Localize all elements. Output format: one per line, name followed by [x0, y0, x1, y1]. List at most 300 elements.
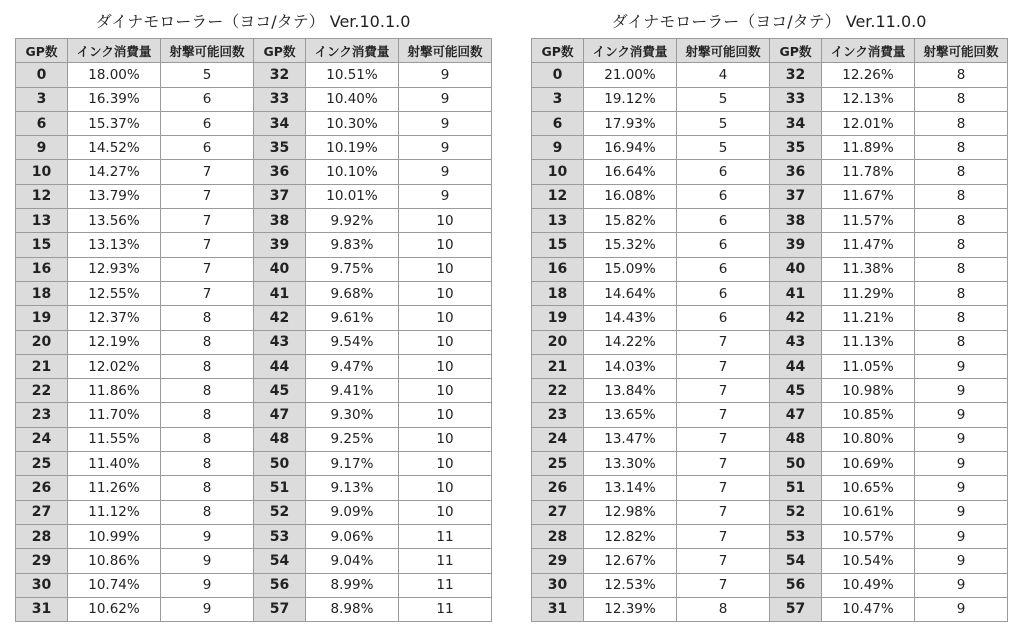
shot-count-cell: 11: [399, 597, 492, 621]
gp-cell: 10: [532, 160, 584, 184]
table-title: ダイナモローラー（ヨコ/タテ） Ver.10.1.0: [95, 12, 411, 31]
ink-consumption-cell: 13.79%: [68, 184, 161, 208]
ink-consumption-cell: 10.65%: [822, 476, 915, 500]
ink-consumption-cell: 21.00%: [584, 63, 677, 87]
shot-count-cell: 7: [677, 573, 770, 597]
gp-cell: 20: [532, 330, 584, 354]
shot-count-cell: 9: [915, 476, 1008, 500]
shot-count-cell: 10: [399, 306, 492, 330]
shot-count-cell: 9: [161, 573, 254, 597]
ink-consumption-cell: 8.99%: [306, 573, 399, 597]
ink-consumption-cell: 12.26%: [822, 63, 915, 87]
ink-consumption-cell: 9.30%: [306, 403, 399, 427]
gp-cell: 25: [16, 452, 68, 476]
table-row: [16, 306, 492, 330]
table-row: [16, 63, 492, 87]
gp-cell: 6: [532, 111, 584, 135]
gp-cell: 13: [532, 209, 584, 233]
shot-count-cell: 5: [161, 63, 254, 87]
shot-count-cell: 8: [915, 257, 1008, 281]
shot-count-cell: 8: [677, 597, 770, 621]
gp-cell: 42: [770, 306, 822, 330]
table-row: [532, 379, 1008, 403]
ink-consumption-cell: 11.78%: [822, 160, 915, 184]
ink-consumption-cell: 15.82%: [584, 209, 677, 233]
ink-consumption-cell: 12.93%: [68, 257, 161, 281]
ink-consumption-cell: 11.05%: [822, 354, 915, 378]
ink-consumption-cell: 12.82%: [584, 524, 677, 548]
shot-count-cell: 7: [161, 209, 254, 233]
table-body: [16, 63, 492, 622]
shot-count-cell: 8: [161, 330, 254, 354]
ink-consumption-cell: 11.67%: [822, 184, 915, 208]
shot-count-cell: 11: [399, 549, 492, 573]
table-row: [16, 379, 492, 403]
table-row: [532, 233, 1008, 257]
ink-consumption-cell: 13.14%: [584, 476, 677, 500]
gp-cell: 57: [770, 597, 822, 621]
gp-cell: 16: [532, 257, 584, 281]
shot-count-cell: 6: [677, 184, 770, 208]
gp-cell: 23: [532, 403, 584, 427]
shot-count-cell: 9: [399, 111, 492, 135]
table-row: [16, 354, 492, 378]
table-row: [532, 281, 1008, 305]
table-row: [16, 209, 492, 233]
ink-consumption-cell: 11.40%: [68, 452, 161, 476]
header-row: [532, 39, 1008, 63]
table-row: [532, 306, 1008, 330]
table-row: [16, 136, 492, 160]
table-row: [532, 476, 1008, 500]
gp-cell: 34: [254, 111, 306, 135]
ink-consumption-cell: 9.17%: [306, 452, 399, 476]
shot-count-cell: 10: [399, 281, 492, 305]
ink-consumption-cell: 12.98%: [584, 500, 677, 524]
shot-count-cell: 9: [399, 160, 492, 184]
shot-count-cell: 9: [915, 524, 1008, 548]
gp-cell: 22: [532, 379, 584, 403]
shot-count-cell: 7: [677, 476, 770, 500]
gp-cell: 26: [16, 476, 68, 500]
gp-cell: 33: [770, 87, 822, 111]
gp-cell: 35: [770, 136, 822, 160]
gp-cell: 15: [532, 233, 584, 257]
shot-count-cell: 8: [161, 427, 254, 451]
gp-cell: 12: [532, 184, 584, 208]
shot-count-cell: 5: [677, 136, 770, 160]
shot-count-cell: 9: [161, 524, 254, 548]
table-row: [532, 573, 1008, 597]
shot-count-cell: 7: [161, 160, 254, 184]
shot-count-cell: 11: [399, 524, 492, 548]
gp-cell: 50: [770, 452, 822, 476]
ink-consumption-cell: 11.70%: [68, 403, 161, 427]
shot-count-cell: 4: [677, 63, 770, 87]
table-row: [532, 452, 1008, 476]
shot-count-cell: 8: [915, 63, 1008, 87]
table-row: [16, 233, 492, 257]
gp-cell: 38: [254, 209, 306, 233]
header-row: [16, 39, 492, 63]
table-row: [16, 330, 492, 354]
table-title: ダイナモローラー（ヨコ/タテ） Ver.11.0.0: [611, 12, 927, 31]
ink-consumption-cell: 10.19%: [306, 136, 399, 160]
gp-cell: 28: [16, 524, 68, 548]
header-gp: GP数: [532, 39, 584, 63]
shot-count-cell: 6: [677, 160, 770, 184]
shot-count-cell: 7: [677, 354, 770, 378]
ink-consumption-cell: 9.47%: [306, 354, 399, 378]
shot-count-cell: 7: [161, 257, 254, 281]
gp-cell: 47: [770, 403, 822, 427]
shot-count-cell: 6: [677, 306, 770, 330]
ink-consumption-cell: 13.56%: [68, 209, 161, 233]
ink-consumption-cell: 9.25%: [306, 427, 399, 451]
shot-count-cell: 9: [161, 549, 254, 573]
table-row: [532, 160, 1008, 184]
ink-consumption-cell: 10.47%: [822, 597, 915, 621]
header-gp: GP数: [770, 39, 822, 63]
ink-consumption-cell: 11.55%: [68, 427, 161, 451]
gp-cell: 57: [254, 597, 306, 621]
shot-count-cell: 7: [161, 233, 254, 257]
ink-consumption-cell: 18.00%: [68, 63, 161, 87]
ink-consumption-cell: 12.55%: [68, 281, 161, 305]
shot-count-cell: 11: [399, 573, 492, 597]
gp-cell: 37: [254, 184, 306, 208]
ink-consumption-cell: 9.06%: [306, 524, 399, 548]
shot-count-cell: 9: [915, 597, 1008, 621]
ink-consumption-cell: 9.92%: [306, 209, 399, 233]
shot-count-cell: 8: [161, 500, 254, 524]
gp-cell: 52: [254, 500, 306, 524]
ink-consumption-cell: 10.54%: [822, 549, 915, 573]
table-row: [532, 330, 1008, 354]
gp-cell: 0: [532, 63, 584, 87]
table-row: [16, 500, 492, 524]
gp-cell: 52: [770, 500, 822, 524]
shot-count-cell: 9: [915, 452, 1008, 476]
gp-cell: 47: [254, 403, 306, 427]
ink-consumption-cell: 10.85%: [822, 403, 915, 427]
shot-count-cell: 9: [915, 500, 1008, 524]
gp-cell: 54: [770, 549, 822, 573]
ink-consumption-cell: 10.80%: [822, 427, 915, 451]
ink-consumption-cell: 11.38%: [822, 257, 915, 281]
shot-count-cell: 6: [677, 233, 770, 257]
gp-cell: 53: [770, 524, 822, 548]
shot-count-cell: 7: [677, 379, 770, 403]
table-row: [532, 500, 1008, 524]
gp-cell: 29: [532, 549, 584, 573]
shot-count-cell: 6: [161, 87, 254, 111]
shot-count-cell: 6: [677, 209, 770, 233]
gp-cell: 3: [532, 87, 584, 111]
gp-cell: 0: [16, 63, 68, 87]
gp-cell: 35: [254, 136, 306, 160]
shot-count-cell: 10: [399, 379, 492, 403]
gp-cell: 29: [16, 549, 68, 573]
gp-cell: 30: [16, 573, 68, 597]
shot-count-cell: 9: [399, 87, 492, 111]
gp-cell: 45: [254, 379, 306, 403]
ink-consumption-cell: 13.13%: [68, 233, 161, 257]
shot-count-cell: 10: [399, 330, 492, 354]
shot-count-cell: 9: [399, 184, 492, 208]
gp-cell: 28: [532, 524, 584, 548]
shot-count-cell: 7: [677, 452, 770, 476]
gp-cell: 53: [254, 524, 306, 548]
header-ink: インク消費量: [822, 39, 915, 63]
ink-consumption-cell: 10.86%: [68, 549, 161, 573]
table-row: [532, 87, 1008, 111]
shot-count-cell: 8: [161, 354, 254, 378]
shot-count-cell: 6: [161, 136, 254, 160]
shot-count-cell: 8: [915, 136, 1008, 160]
shot-count-cell: 10: [399, 354, 492, 378]
ink-consumption-cell: 11.21%: [822, 306, 915, 330]
ink-consumption-cell: 14.22%: [584, 330, 677, 354]
ink-consumption-cell: 10.98%: [822, 379, 915, 403]
shot-count-cell: 10: [399, 403, 492, 427]
shot-count-cell: 8: [915, 160, 1008, 184]
ink-consumption-cell: 13.47%: [584, 427, 677, 451]
ink-consumption-cell: 12.13%: [822, 87, 915, 111]
table-row: [16, 597, 492, 621]
ink-consumption-cell: 11.86%: [68, 379, 161, 403]
shot-count-cell: 7: [677, 500, 770, 524]
ink-consumption-cell: 10.69%: [822, 452, 915, 476]
shot-count-cell: 8: [915, 281, 1008, 305]
ink-consumption-cell: 11.26%: [68, 476, 161, 500]
ink-consumption-cell: 9.75%: [306, 257, 399, 281]
table-row: [16, 476, 492, 500]
ink-consumption-cell: 9.68%: [306, 281, 399, 305]
table-row: [532, 427, 1008, 451]
gp-cell: 44: [254, 354, 306, 378]
ink-consumption-cell: 16.39%: [68, 87, 161, 111]
gp-cell: 51: [770, 476, 822, 500]
gp-cell: 43: [770, 330, 822, 354]
shot-count-cell: 10: [399, 452, 492, 476]
ink-consumption-cell: 14.27%: [68, 160, 161, 184]
shot-count-cell: 10: [399, 209, 492, 233]
table-row: [16, 549, 492, 573]
gp-cell: 40: [254, 257, 306, 281]
gp-cell: 40: [770, 257, 822, 281]
ink-consumption-cell: 9.04%: [306, 549, 399, 573]
ink-consumption-cell: 15.09%: [584, 257, 677, 281]
shot-count-cell: 8: [161, 379, 254, 403]
ink-consumption-cell: 9.83%: [306, 233, 399, 257]
gp-cell: 30: [532, 573, 584, 597]
table-body: [532, 63, 1008, 622]
table-row: [532, 549, 1008, 573]
ink-consumption-cell: 14.03%: [584, 354, 677, 378]
gp-cell: 20: [16, 330, 68, 354]
gp-cell: 31: [532, 597, 584, 621]
table-row: [532, 354, 1008, 378]
ink-consumption-cell: 12.53%: [584, 573, 677, 597]
shot-count-cell: 8: [915, 306, 1008, 330]
shot-count-cell: 9: [915, 573, 1008, 597]
table-row: [532, 257, 1008, 281]
table-row: [532, 136, 1008, 160]
ink-consumption-cell: 14.52%: [68, 136, 161, 160]
gp-cell: 48: [770, 427, 822, 451]
shot-count-cell: 9: [399, 63, 492, 87]
gp-cell: 41: [254, 281, 306, 305]
table-row: [532, 403, 1008, 427]
gp-cell: 24: [16, 427, 68, 451]
gp-cell: 25: [532, 452, 584, 476]
gp-cell: 9: [16, 136, 68, 160]
gp-cell: 19: [16, 306, 68, 330]
gp-cell: 36: [770, 160, 822, 184]
ink-consumption-cell: 16.64%: [584, 160, 677, 184]
table-row: [16, 111, 492, 135]
gp-cell: 39: [254, 233, 306, 257]
header-shots: 射撃可能回数: [915, 39, 1008, 63]
shot-count-cell: 9: [915, 403, 1008, 427]
ink-consumption-cell: 19.12%: [584, 87, 677, 111]
shot-count-cell: 9: [915, 354, 1008, 378]
gp-cell: 24: [532, 427, 584, 451]
table-row: [16, 452, 492, 476]
shot-count-cell: 9: [915, 427, 1008, 451]
shot-count-cell: 7: [161, 184, 254, 208]
shot-count-cell: 9: [915, 379, 1008, 403]
shot-count-cell: 8: [915, 87, 1008, 111]
header-ink: インク消費量: [584, 39, 677, 63]
gp-cell: 3: [16, 87, 68, 111]
shot-count-cell: 5: [677, 87, 770, 111]
ink-consumption-cell: 9.09%: [306, 500, 399, 524]
shot-count-cell: 8: [915, 233, 1008, 257]
shot-count-cell: 7: [677, 403, 770, 427]
table-row: [532, 597, 1008, 621]
table-row: [16, 87, 492, 111]
header-shots: 射撃可能回数: [399, 39, 492, 63]
ink-consumption-cell: 9.41%: [306, 379, 399, 403]
gp-cell: 15: [16, 233, 68, 257]
gp-cell: 50: [254, 452, 306, 476]
ink-consumption-cell: 10.74%: [68, 573, 161, 597]
ink-consumption-cell: 12.19%: [68, 330, 161, 354]
shot-count-cell: 8: [161, 306, 254, 330]
table-row: [532, 524, 1008, 548]
shot-count-cell: 7: [677, 549, 770, 573]
header-shots: 射撃可能回数: [161, 39, 254, 63]
gp-cell: 37: [770, 184, 822, 208]
table-row: [532, 111, 1008, 135]
gp-cell: 38: [770, 209, 822, 233]
gp-cell: 31: [16, 597, 68, 621]
ink-consumption-cell: 11.12%: [68, 500, 161, 524]
ink-consumption-cell: 16.94%: [584, 136, 677, 160]
ink-consumption-cell: 11.47%: [822, 233, 915, 257]
shot-count-cell: 6: [161, 111, 254, 135]
ink-consumption-cell: 10.62%: [68, 597, 161, 621]
gp-cell: 45: [770, 379, 822, 403]
gp-cell: 42: [254, 306, 306, 330]
table-row: [16, 524, 492, 548]
gp-cell: 56: [770, 573, 822, 597]
gp-cell: 6: [16, 111, 68, 135]
shot-count-cell: 9: [161, 597, 254, 621]
table-row: [16, 160, 492, 184]
shot-count-cell: 8: [161, 476, 254, 500]
ink-consumption-cell: 14.64%: [584, 281, 677, 305]
ink-consumption-cell: 10.10%: [306, 160, 399, 184]
ink-consumption-cell: 12.01%: [822, 111, 915, 135]
ink-consumption-cell: 12.39%: [584, 597, 677, 621]
table-row: [16, 573, 492, 597]
table-panel-v11-0-0: [531, 10, 1007, 622]
shot-count-cell: 10: [399, 257, 492, 281]
gp-cell: 32: [770, 63, 822, 87]
ink-consumption-cell: 13.84%: [584, 379, 677, 403]
ink-consumption-cell: 10.99%: [68, 524, 161, 548]
gp-cell: 56: [254, 573, 306, 597]
gp-cell: 51: [254, 476, 306, 500]
ink-consumption-cell: 14.43%: [584, 306, 677, 330]
gp-cell: 43: [254, 330, 306, 354]
shot-count-cell: 8: [915, 184, 1008, 208]
table-panel-v10-1-0: [15, 10, 491, 622]
gp-cell: 21: [16, 354, 68, 378]
ink-consumption-cell: 9.13%: [306, 476, 399, 500]
ink-consumption-cell: 9.61%: [306, 306, 399, 330]
table-row: [532, 184, 1008, 208]
gp-cell: 9: [532, 136, 584, 160]
gp-cell: 27: [16, 500, 68, 524]
header-ink: インク消費量: [68, 39, 161, 63]
shot-count-cell: 8: [915, 111, 1008, 135]
table-row: [16, 427, 492, 451]
gp-cell: 48: [254, 427, 306, 451]
gp-cell: 16: [16, 257, 68, 281]
gp-cell: 36: [254, 160, 306, 184]
gp-cell: 26: [532, 476, 584, 500]
ink-consumption-table: [15, 38, 492, 622]
header-gp: GP数: [254, 39, 306, 63]
ink-consumption-table: [531, 38, 1008, 622]
ink-consumption-cell: 10.30%: [306, 111, 399, 135]
ink-consumption-cell: 10.49%: [822, 573, 915, 597]
shot-count-cell: 8: [161, 452, 254, 476]
shot-count-cell: 9: [915, 549, 1008, 573]
ink-consumption-cell: 15.32%: [584, 233, 677, 257]
ink-consumption-cell: 8.98%: [306, 597, 399, 621]
gp-cell: 41: [770, 281, 822, 305]
shot-count-cell: 10: [399, 476, 492, 500]
shot-count-cell: 10: [399, 427, 492, 451]
header-shots: 射撃可能回数: [677, 39, 770, 63]
header-ink: インク消費量: [306, 39, 399, 63]
ink-consumption-cell: 10.40%: [306, 87, 399, 111]
gp-cell: 44: [770, 354, 822, 378]
gp-cell: 18: [532, 281, 584, 305]
table-row: [16, 257, 492, 281]
table-row: [16, 403, 492, 427]
ink-consumption-cell: 16.08%: [584, 184, 677, 208]
ink-consumption-cell: 11.57%: [822, 209, 915, 233]
gp-cell: 18: [16, 281, 68, 305]
shot-count-cell: 6: [677, 281, 770, 305]
table-row: [532, 209, 1008, 233]
